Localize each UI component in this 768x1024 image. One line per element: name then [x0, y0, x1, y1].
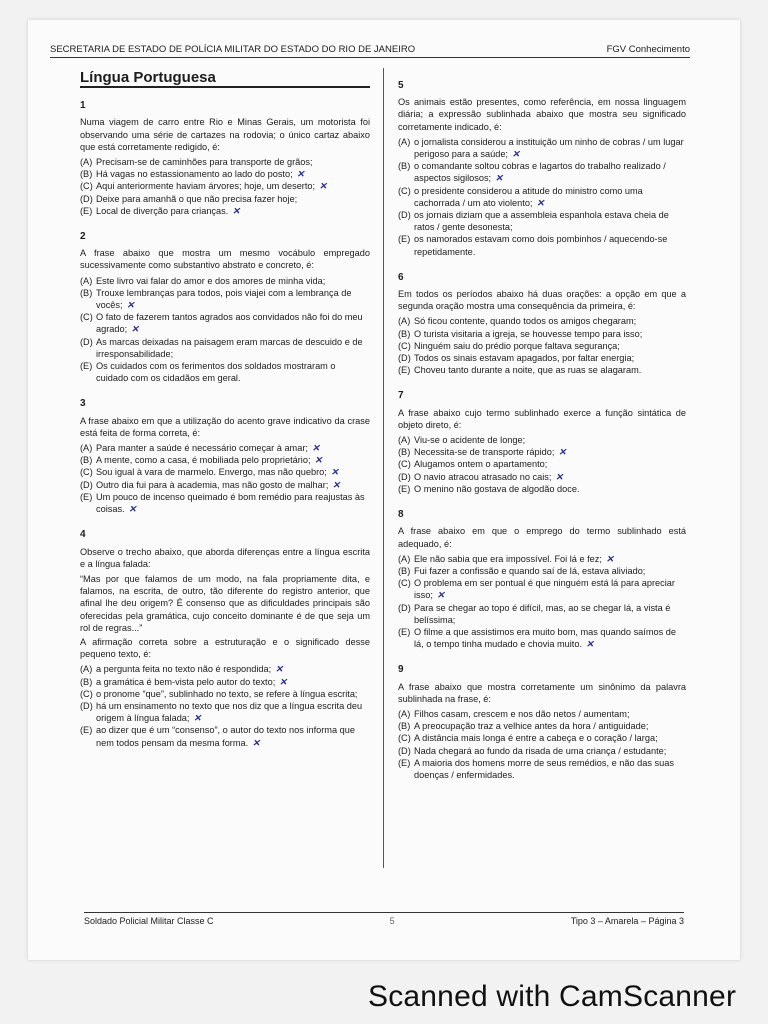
answer-option: [398, 757, 686, 781]
subject-title: Língua Portuguesa: [80, 72, 370, 88]
option-body: [96, 688, 370, 700]
handwritten-cross-icon: ✕: [555, 471, 564, 482]
option-body: [414, 434, 686, 446]
answer-option: [80, 454, 370, 466]
answer-option: [398, 185, 686, 209]
answer-option: [80, 663, 370, 675]
option-letter: (E): [80, 491, 93, 502]
answer-option: [80, 479, 370, 491]
option-letter: (A): [80, 664, 93, 675]
option-body: [414, 233, 686, 257]
option-letter: (E): [398, 365, 411, 376]
footer-page-mark: 5: [389, 916, 395, 926]
option-letter: (B): [80, 676, 93, 687]
option-text: Um pouco de incenso queimado é bom remédio para reajustas às coisas.: [96, 491, 365, 515]
option-letter: (C): [80, 467, 93, 478]
option-letter: (B): [398, 721, 411, 732]
option-text: Necessita-se de transporte rápido;: [414, 447, 555, 458]
answer-option: [398, 553, 686, 565]
handwritten-cross-icon: ✕: [511, 149, 520, 160]
option-text: Fui fazer a confissão e quando saí de lá, estava aliviado;: [414, 565, 646, 576]
option-body: [96, 454, 370, 466]
option-letter: (B): [398, 328, 411, 339]
question-stem: A frase abaixo que mostra um mesmo vocábulo empregado sucessivamente como substantivo abstrato e concreto, é:: [80, 248, 370, 271]
answer-option: [398, 209, 686, 233]
answer-option: [398, 626, 686, 650]
option-body: [414, 315, 686, 327]
option-letter: (E): [398, 626, 411, 637]
answer-option: [398, 732, 686, 744]
question-number: 9: [398, 664, 404, 676]
handwritten-cross-icon: ✕: [586, 639, 594, 650]
option-letter: (A): [398, 316, 411, 327]
option-text: o pronome “que”, sublinhado no texto, se refere à língua escrita;: [96, 688, 358, 699]
option-body: [96, 193, 370, 205]
option-body: [414, 352, 686, 364]
handwritten-cross-icon: ✕: [279, 676, 287, 687]
handwritten-cross-icon: ✕: [558, 447, 567, 458]
option-text: Os cuidados com os ferimentos dos soldados mostraram o cuidado com os cidadãos em geral.: [96, 361, 336, 384]
question: [398, 390, 686, 495]
option-letter: (A): [398, 708, 411, 719]
option-letter: (B): [80, 455, 93, 466]
handwritten-cross-icon: ✕: [319, 181, 327, 192]
option-text: Choveu tanto durante a noite, que as ruas se alagaram.: [414, 365, 642, 376]
handwritten-cross-icon: ✕: [311, 443, 320, 454]
option-letter: (D): [398, 471, 411, 482]
option-body: [96, 442, 370, 454]
option-body: [96, 156, 370, 168]
answer-option: [80, 205, 370, 217]
question: [80, 100, 370, 217]
answer-option: [80, 688, 370, 700]
question-stem: Observe o trecho abaixo, que aborda diferenças entre a língua escrita e a língua falada:: [80, 546, 370, 569]
option-body: [414, 602, 686, 626]
question-number: 6: [398, 271, 404, 283]
option-body: [96, 336, 370, 360]
question-stem: Em todos os períodos abaixo há duas orações: a opção em que a segunda oração mostra uma consequência da primeira, é:: [398, 289, 686, 312]
option-letter: (D): [398, 353, 411, 364]
answer-option: [80, 287, 370, 311]
option-body: [414, 553, 686, 565]
handwritten-cross-icon: ✕: [436, 590, 445, 601]
option-text: a pergunta feita no texto não é respondida;: [96, 664, 272, 675]
option-letter: (D): [80, 700, 93, 711]
option-text: O navio atracou atrasado no cais;: [414, 471, 552, 482]
handwritten-cross-icon: ✕: [495, 173, 503, 184]
option-text: A maioria dos homens morre de seus remédios, e não das suas doenças / enfermidades.: [414, 757, 674, 780]
option-body: [96, 479, 370, 491]
option-text: Alugamos ontem o apartamento;: [414, 459, 548, 470]
option-text: Ele não sabia que era impossível. Foi lá e fez;: [414, 553, 602, 564]
answer-option: [398, 577, 686, 601]
answer-option: [398, 458, 686, 470]
option-letter: (A): [398, 136, 411, 147]
answer-option: [398, 352, 686, 364]
option-text: Trouxe lembranças para todos, pois viajei com a lembrança de vocês;: [96, 287, 352, 311]
option-text: Deixe para amanhã o que não precisa fazer hoje;: [96, 193, 298, 204]
option-letter: (A): [80, 443, 93, 454]
option-letter: (C): [80, 181, 93, 192]
option-letter: (D): [398, 602, 411, 613]
option-body: [414, 160, 686, 184]
option-text: ao dizer que é um “consenso”, o autor do texto nos informa que nem todos pensam da mesma forma.: [96, 725, 355, 748]
option-text: Ninguém saiu do prédio porque faltava segurança;: [414, 340, 620, 351]
handwritten-cross-icon: ✕: [275, 664, 283, 675]
question: [398, 509, 686, 650]
option-text: os jornais diziam que a assembleia espanhola estava cheia de ratos / gente desonesta;: [414, 210, 669, 233]
answer-option: [398, 471, 686, 483]
page-header: [50, 44, 690, 58]
answer-option: [80, 466, 370, 478]
option-body: [414, 446, 686, 458]
option-text: o comandante soltou cobras e lagartos do trabalho realizado / aspectos sigilosos;: [414, 161, 666, 184]
option-body: [414, 626, 686, 650]
option-body: [96, 491, 370, 515]
option-text: A preocupação traz a velhice antes da hora / antiguidade;: [414, 721, 649, 732]
answer-option: [80, 193, 370, 205]
option-body: [96, 168, 370, 180]
option-text: o jornalista considerou a instituição um ninho de cobras / um lugar perigoso para a saúde;: [414, 136, 684, 160]
option-letter: (E): [398, 234, 411, 245]
answer-option: [398, 434, 686, 446]
option-text: Só ficou contente, quando todos os amigos chegaram;: [414, 316, 637, 327]
question-stem: Os animais estão presentes, como referência, em nossa linguagem diária; a expressão sublinhada abaixo que mostra seu significado corretamente indicado, é:: [398, 97, 686, 132]
handwritten-cross-icon: ✕: [536, 197, 545, 208]
question-stem: A frase abaixo que mostra corretamente um sinônimo da palavra sublinhada na frase, é:: [398, 681, 686, 704]
left-question-list: [80, 100, 370, 749]
option-body: [414, 328, 686, 340]
option-letter: (E): [398, 757, 411, 768]
option-body: [96, 180, 370, 192]
option-letter: (C): [398, 733, 411, 744]
option-body: [414, 565, 686, 577]
option-body: [96, 287, 370, 311]
question-stem: Numa viagem de carro entre Rio e Minas Gerais, um motorista foi observando uma série de cartazes na rodovia; o único cartaz abaixo que está corretamente redigido, é:: [80, 117, 370, 152]
option-body: [96, 275, 370, 287]
option-body: [414, 720, 686, 732]
option-text: O fato de fazerem tantos agrados aos convidados não foi do meu agrado;: [96, 312, 363, 335]
answer-option: [398, 328, 686, 340]
answer-option: [398, 340, 686, 352]
option-letter: (B): [398, 565, 411, 576]
option-body: [96, 724, 370, 748]
option-letter: (B): [398, 447, 411, 458]
option-body: [414, 757, 686, 781]
handwritten-cross-icon: ✕: [193, 713, 202, 724]
option-body: [96, 663, 370, 675]
left-column: [80, 69, 370, 763]
option-body: [414, 577, 686, 601]
question: [80, 529, 370, 748]
option-body: [96, 466, 370, 478]
answer-option: [80, 180, 370, 192]
camscanner-watermark: Scanned with CamScanner: [368, 980, 737, 1013]
option-body: [414, 364, 686, 376]
handwritten-cross-icon: ✕: [128, 504, 137, 515]
option-letter: (E): [80, 725, 93, 736]
option-letter: (C): [398, 459, 411, 470]
answer-option: [398, 233, 686, 257]
answer-option: [398, 364, 686, 376]
option-body: [414, 458, 686, 470]
question-number: 4: [80, 529, 86, 541]
question-number: 5: [398, 80, 404, 91]
question-stem: A frase abaixo em que a utilização do acento grave indicativo da crase está feita de forma correta, é:: [80, 415, 370, 438]
option-text: Há vagas no estassionamento ao lado do posto;: [96, 169, 293, 180]
handwritten-cross-icon: ✕: [332, 479, 341, 490]
answer-option: [398, 602, 686, 626]
option-body: [96, 360, 370, 384]
option-letter: (A): [80, 157, 93, 168]
option-body: [96, 205, 370, 217]
question-stem: A frase abaixo em que o emprego do termo sublinhado está adequado, é:: [398, 526, 686, 549]
option-letter: (C): [80, 688, 93, 699]
option-text: Viu-se o acidente de longe;: [414, 435, 526, 446]
option-letter: (B): [80, 169, 93, 180]
handwritten-cross-icon: ✕: [126, 300, 135, 311]
answer-option: [80, 676, 370, 688]
option-text: Este livro vai falar do amor e dos amores de minha vida;: [96, 275, 326, 286]
option-letter: (D): [398, 210, 411, 221]
answer-option: [80, 724, 370, 748]
answer-option: [80, 700, 370, 724]
option-text: Todos os sinais estavam apagados, por faltar energia;: [414, 353, 635, 364]
answer-option: [80, 311, 370, 335]
answer-option: [398, 745, 686, 757]
option-letter: (D): [398, 745, 411, 756]
handwritten-cross-icon: ✕: [330, 467, 339, 478]
option-text: Para se chegar ao topo é difícil, mas, ao se chegar lá, a vista é belíssima;: [414, 602, 671, 625]
question-quote: “Mas por que falamos de um modo, na fala propriamente dita, e falamos, na escrita, de outro, tão diferente do registro anterior, que afinal lhe deu origem? É consenso que as dificuldades principais são oferecidas pela gramática, cujo conceito dominante é de que seja um rol de regras...”: [80, 573, 370, 633]
answer-option: [398, 483, 686, 495]
question-stem-continued: A afirmação correta sobre a estruturação e o significado desse pequeno texto, é:: [80, 636, 370, 660]
question: [80, 398, 370, 515]
question: [398, 272, 686, 377]
option-letter: (E): [80, 205, 93, 216]
option-letter: (C): [398, 340, 411, 351]
option-body: [96, 676, 370, 688]
option-text: Nada chegará ao fundo da risada de uma criança / estudante;: [414, 745, 667, 756]
answer-option: [398, 160, 686, 184]
option-text: Sou igual à vara de marmelo. Envergo, mas não quebro;: [96, 467, 327, 478]
question-stem: A frase abaixo cujo termo sublinhado exerce a função sintática de objeto direto, é:: [398, 407, 686, 430]
footer-page-info: Tipo 3 – Amarela – Página 3: [570, 916, 684, 926]
answer-option: [398, 136, 686, 160]
header-institution: SECRETARIA DE ESTADO DE POLÍCIA MILITAR DO ESTADO DO RIO DE JANEIRO: [50, 44, 416, 55]
answer-option: [80, 275, 370, 287]
answer-option: [398, 315, 686, 327]
option-letter: (C): [398, 578, 411, 589]
question: [398, 80, 686, 258]
answer-option: [80, 491, 370, 515]
answer-option: [398, 446, 686, 458]
answer-option: [398, 565, 686, 577]
option-text: Para manter a saúde é necessário começar à amar;: [96, 443, 308, 454]
option-letter: (D): [80, 479, 93, 490]
answer-option: [80, 156, 370, 168]
option-text: A mente, como a casa, é mobiliada pelo proprietário;: [96, 455, 311, 466]
option-letter: (A): [398, 435, 411, 446]
answer-option: [80, 442, 370, 454]
option-body: [414, 745, 686, 757]
handwritten-cross-icon: ✕: [131, 324, 139, 335]
handwritten-cross-icon: ✕: [232, 205, 240, 216]
right-question-list: [398, 80, 686, 781]
answer-option: [80, 336, 370, 360]
option-letter: (B): [398, 161, 411, 172]
option-text: O filme a que assistimos era muito bom, mas quando saímos de lá, o tempo tinha mudado e chovia muito.: [414, 626, 676, 650]
answer-option: [80, 360, 370, 384]
handwritten-cross-icon: ✕: [296, 169, 305, 180]
answer-option: [398, 708, 686, 720]
option-letter: (B): [80, 287, 93, 298]
option-text: Aqui anteriormente haviam árvores; hoje, um deserto;: [96, 181, 316, 192]
question-number: 2: [80, 231, 86, 243]
option-letter: (E): [80, 361, 93, 372]
question-number: 7: [398, 390, 404, 402]
option-text: o presidente considerou a atitude do ministro como uma cachorrada / um ato violento;: [414, 185, 643, 208]
option-text: O problema em ser pontual é que ninguém está lá para apreciar isso;: [414, 578, 675, 601]
option-text: há um ensinamento no texto que nos diz que a língua escrita deu origem à língua falada;: [96, 700, 363, 724]
option-letter: (D): [80, 193, 93, 204]
option-text: As marcas deixadas na paisagem eram marcas de descuido e de irresponsabilidade;: [96, 336, 363, 359]
option-body: [414, 136, 686, 160]
option-body: [414, 209, 686, 233]
option-text: O turista visitaria a igreja, se houvesse tempo para isso;: [414, 328, 643, 339]
option-text: Outro dia fui para à academia, mas não gosto de malhar;: [96, 479, 329, 490]
option-letter: (D): [80, 336, 93, 347]
option-letter: (A): [80, 275, 93, 286]
footer-role: Soldado Policial Militar Classe C: [84, 916, 214, 926]
option-body: [414, 471, 686, 483]
option-letter: (A): [398, 553, 411, 564]
option-body: [414, 732, 686, 744]
question-number: 3: [80, 398, 86, 410]
option-body: [414, 340, 686, 352]
handwritten-cross-icon: ✕: [252, 737, 260, 748]
question-number: 8: [398, 509, 404, 521]
column-divider: [383, 68, 384, 868]
option-body: [96, 311, 370, 335]
option-body: [414, 185, 686, 209]
question-number: 1: [80, 100, 86, 112]
header-publisher: FGV Conhecimento: [606, 44, 690, 55]
answer-option: [398, 720, 686, 732]
option-text: os namorados estavam como dois pombinhos / aquecendo-se repetidamente.: [414, 234, 668, 257]
option-text: a gramática é bem-vista pelo autor do texto;: [96, 676, 276, 687]
right-column: [398, 72, 686, 795]
option-text: A distância mais longa é entre a cabeça e o coração / larga;: [414, 733, 658, 744]
option-body: [414, 708, 686, 720]
option-text: Precisam-se de caminhões para transporte de grãos;: [96, 157, 313, 168]
handwritten-cross-icon: ✕: [605, 553, 614, 564]
option-letter: (C): [398, 185, 411, 196]
question: [398, 664, 686, 781]
answer-option: [80, 168, 370, 180]
option-text: Filhos casam, crescem e nos dão netos / aumentam;: [414, 708, 630, 719]
option-text: O menino não gostava de algodão doce.: [414, 483, 580, 494]
question: [80, 231, 370, 384]
option-body: [96, 700, 370, 724]
option-letter: (E): [398, 483, 411, 494]
handwritten-cross-icon: ✕: [314, 455, 323, 466]
option-text: Local de diverção para crianças.: [96, 205, 229, 216]
option-body: [414, 483, 686, 495]
option-letter: (C): [80, 312, 93, 323]
page-footer: [84, 912, 684, 926]
